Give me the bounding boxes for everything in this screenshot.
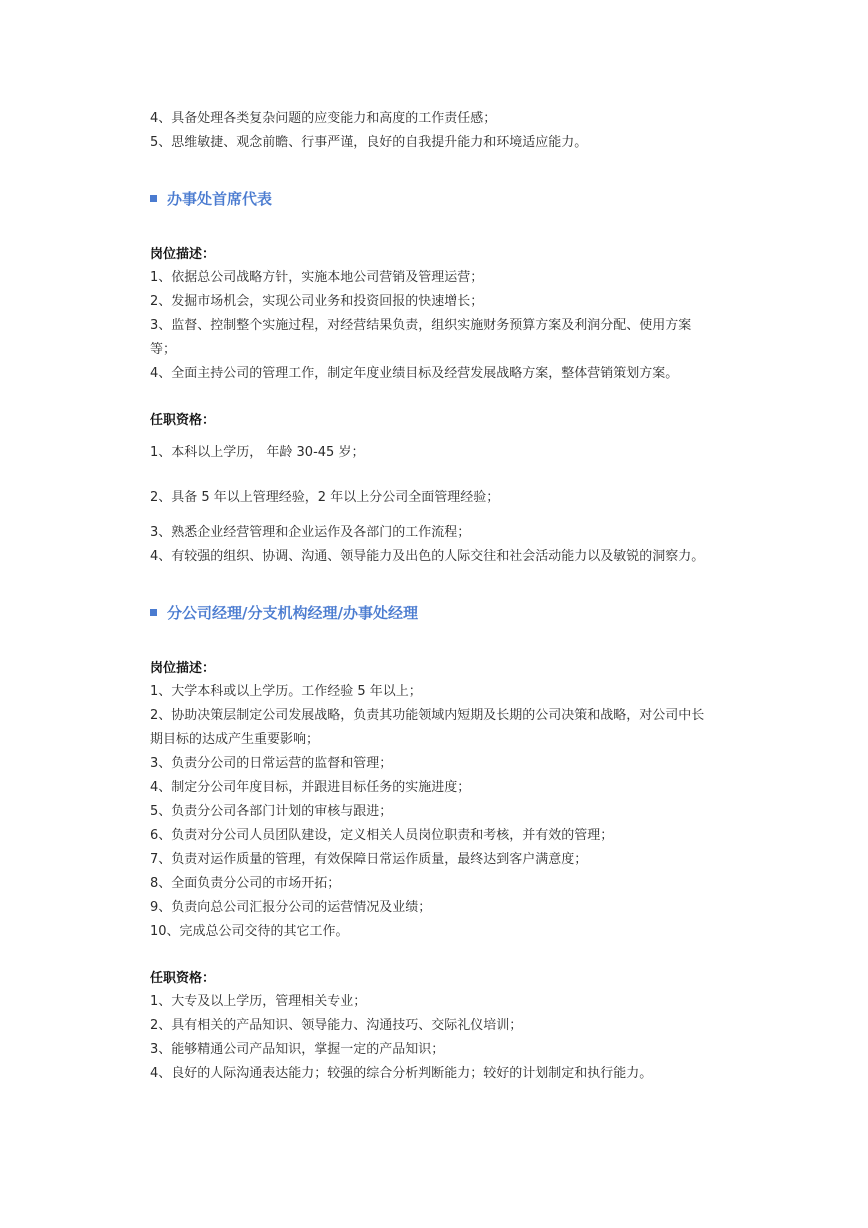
section1-requirement-1 bbox=[150, 441, 730, 465]
requirement-item: 3、熟悉企业经营管理和企业运作及各部门的工作流程； bbox=[150, 525, 471, 540]
description-item: 9、负责向总公司汇报分公司的运营情况及业绩； bbox=[150, 900, 432, 915]
section2-description bbox=[150, 658, 730, 944]
description-item: 2、发掘市场机会，实现公司业务和投资回报的快速增长； bbox=[150, 294, 484, 309]
description-item: 3、负责分公司的日常运营的监督和管理； bbox=[150, 756, 393, 771]
section1-description bbox=[150, 244, 730, 386]
description-item: 1、大学本科或以上学历。工作经验 5 年以上； bbox=[150, 684, 422, 699]
section1-requirement-3-4 bbox=[150, 521, 730, 569]
requirements-label: 任职资格： bbox=[150, 413, 216, 428]
description-item: 7、负责对运作质量的管理，有效保障日常运作质量，最终达到客户满意度； bbox=[150, 852, 588, 867]
requirement-item: 2、具备 5 年以上管理经验，2 年以上分公司全面管理经验； bbox=[150, 490, 500, 505]
description-item: 4、全面主持公司的管理工作，制定年度业绩目标及经营发展战略方案，整体营销策划方案。 bbox=[150, 366, 679, 381]
section2-requirements bbox=[150, 968, 730, 1086]
requirement-item: 2、具有相关的产品知识、领导能力、沟通技巧、交际礼仪培训； bbox=[150, 1018, 523, 1033]
description-item: 5、负责分公司各部门计划的审核与跟进； bbox=[150, 804, 393, 819]
square-bullet-icon bbox=[150, 195, 157, 202]
section1-requirement-2 bbox=[150, 486, 730, 510]
section-heading-branch-manager bbox=[150, 599, 418, 625]
requirement-item: 1、大专及以上学历，管理相关专业； bbox=[150, 994, 367, 1009]
description-label: 岗位描述： bbox=[150, 247, 216, 262]
requirement-item: 1、本科以上学历， 年龄 30-45 岁； bbox=[150, 445, 365, 460]
description-item: 1、依据总公司战略方针，实施本地公司营销及管理运营； bbox=[150, 270, 484, 285]
section-heading-chief-representative bbox=[150, 185, 272, 211]
section-title: 办事处首席代表 bbox=[167, 189, 273, 208]
section1-requirements-label-block bbox=[150, 410, 730, 432]
description-label: 岗位描述： bbox=[150, 661, 216, 676]
requirements-label: 任职资格： bbox=[150, 971, 216, 986]
description-item-continued: 期目标的达成产生重要影响； bbox=[150, 732, 320, 747]
description-item: 2、协助决策层制定公司发展战略，负责其功能领域内短期及长期的公司决策和战略，对公司中长 bbox=[150, 708, 705, 723]
requirement-item: 4、有较强的组织、协调、沟通、领导能力及出色的人际交往和社会活动能力以及敏锐的洞察力。 bbox=[150, 549, 705, 564]
requirement-item: 4、良好的人际沟通表达能力；较强的综合分析判断能力；较好的计划制定和执行能力。 bbox=[150, 1066, 653, 1081]
requirement-item: 3、能够精通公司产品知识，掌握一定的产品知识； bbox=[150, 1042, 445, 1057]
intro-item: 4、具备处理各类复杂问题的应变能力和高度的工作责任感； bbox=[150, 111, 497, 126]
description-item-continued: 等； bbox=[150, 342, 177, 357]
section-title: 分公司经理/分支机构经理/办事处经理 bbox=[167, 603, 418, 622]
description-item: 4、制定分公司年度目标，并跟进目标任务的实施进度； bbox=[150, 780, 471, 795]
square-bullet-icon bbox=[150, 609, 157, 616]
description-item: 10、完成总公司交待的其它工作。 bbox=[150, 924, 349, 939]
description-item: 3、监督、控制整个实施过程，对经营结果负责，组织实施财务预算方案及利润分配、使用方案 bbox=[150, 318, 692, 333]
description-item: 6、负责对分公司人员团队建设，定义相关人员岗位职责和考核，并有效的管理； bbox=[150, 828, 614, 843]
description-item: 8、全面负责分公司的市场开拓； bbox=[150, 876, 341, 891]
intro-item: 5、思维敏捷、观念前瞻、行事严谨，良好的自我提升能力和环境适应能力。 bbox=[150, 135, 588, 150]
intro-list bbox=[150, 107, 730, 155]
